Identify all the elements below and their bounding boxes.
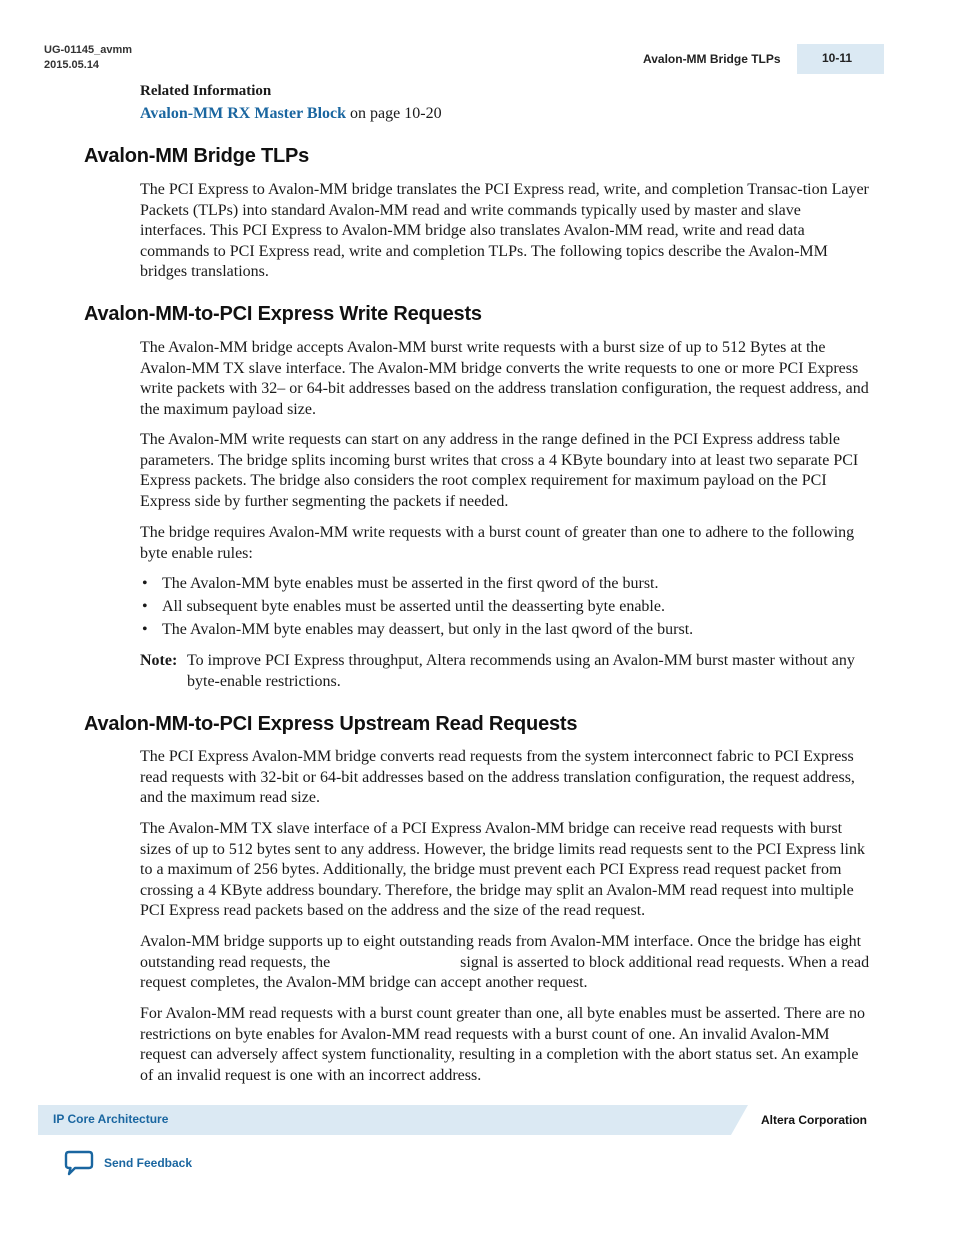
bullet-icon: •: [142, 575, 148, 592]
bullet-icon: •: [142, 621, 148, 638]
bullet-icon: •: [142, 598, 148, 615]
section3-paragraph-3: [140, 932, 870, 994]
doc-number: UG-01145_avmm: [44, 44, 133, 56]
send-feedback-button[interactable]: [64, 1150, 192, 1176]
byte-enable-rules-list: [140, 574, 693, 643]
doc-date: 2015.05.14: [44, 59, 100, 71]
page-number: 10-11: [822, 51, 853, 65]
list-item: • All subsequent byte enables must be asserted until the deasserting byte enable.: [142, 598, 665, 615]
section3-paragraph-3-start: Avalon-MM bridge supports up to eight outstanding reads from Avalon-MM interface. Once the bridge has eight outstanding read requests, the: [140, 933, 862, 971]
section3-paragraph-2: The Avalon-MM TX slave interface of a PCI Express Avalon‑MM bridge can receive read requests with burst sizes of up to 512 bytes sent to any address. However, the bridge limits read requests sent to the PCI Express link to a maximum of 256 bytes. Additionally, the bridge must prevent each PCI Express read request packet from crossing a 4 KByte address boundary. Therefore, the bridge may split an Avalon-MM read request into multiple PCI Express read packets based on the address and the size of the read request.: [140, 820, 865, 920]
footer-company: Altera Corporation: [761, 1113, 868, 1127]
note-label: Note:: [140, 652, 178, 669]
send-feedback-label: Send Feedback: [104, 1156, 193, 1170]
running-header-title: Avalon-MM Bridge TLPs: [643, 52, 781, 66]
related-link-suffix: on page 10-20: [346, 105, 442, 122]
section3-paragraph-1: The PCI Express Avalon-MM bridge converts read requests from the system interconnect fabric to PCI Express read requests with 32-bit or 64‑bit addresses based on the address translation configuration, the request address, and the maximum read size.: [140, 748, 855, 807]
section-title-write-requests: Avalon-MM-to-PCI Express Write Requests: [84, 303, 482, 325]
section3-paragraph-3-end: signal is asserted to block additional read requests. When a read request completes, the Avalon‑MM bridge can accept another request.: [140, 953, 870, 992]
section2-paragraph-1: The Avalon-MM bridge accepts Avalon-MM burst write requests with a burst size of up to 512 Bytes at the Avalon-MM TX slave interface. The Avalon‑MM bridge converts the write requests to one or more PCI Express write packets with 32– or 64‑bit addresses based on the address translation configuration, the request address, and the maximum payload size.: [140, 339, 869, 418]
section2-paragraph-2: The Avalon-MM write requests can start on any address in the range defined in the PCI Express address table parameters. The bridge splits incoming burst writes that cross a 4 KByte boundary into at least two separate PCI Express packets. The bridge also considers the root complex requirement for maximum payload on the PCI Express side by further segmenting the packets if needed.: [140, 431, 859, 510]
note-text: To improve PCI Express throughput, Altera recommends using an Avalon-MM burst master without any byte-enable restrictions.: [187, 652, 855, 690]
document-id: [44, 43, 132, 73]
section-title-bridge-tlps: Avalon-MM Bridge TLPs: [84, 145, 310, 167]
related-information-heading: Related Information: [140, 83, 272, 99]
list-item: • The Avalon-MM byte enables may deassert, but only in the last qword of the burst.: [142, 621, 694, 638]
list-item: • The Avalon-MM byte enables must be asserted in the first qword of the burst.: [142, 575, 659, 592]
related-link[interactable]: Avalon-MM RX Master Block: [140, 105, 347, 122]
section-title-read-requests: Avalon-MM-to-PCI Express Upstream Read Requests: [84, 713, 578, 735]
section2-paragraph-3: The bridge requires Avalon-MM write requests with a burst count of greater than one to adhere to the following byte enable rules:: [140, 524, 855, 562]
section3-paragraph-4: For Avalon-MM read requests with a burst count greater than one, all byte enables must be asserted. There are no restrictions on byte enables for Avalon-MM read requests with a burst count of one. An invalid Avalon-MM request can adversely affect system functionality, resulting in a completion with the abort status set. An example of an invalid request is one with an incorrect address.: [140, 1005, 865, 1084]
related-link-line: [140, 105, 442, 123]
footer-chapter-link[interactable]: IP Core Architecture: [53, 1112, 169, 1126]
speech-bubble-icon: [64, 1150, 94, 1176]
section1-paragraph: The PCI Express to Avalon‑MM bridge translates the PCI Express read, write, and completion Transac-tion Layer Packets (TLPs) into standard Avalon‑MM read and write commands typically used by master and slave interfaces. This PCI Express to Avalon‑MM bridge also translates Avalon‑MM read, write and read data commands to PCI Express read, write and completion TLPs. The following topics describe the Avalon‑MM bridges translations.: [140, 181, 869, 281]
